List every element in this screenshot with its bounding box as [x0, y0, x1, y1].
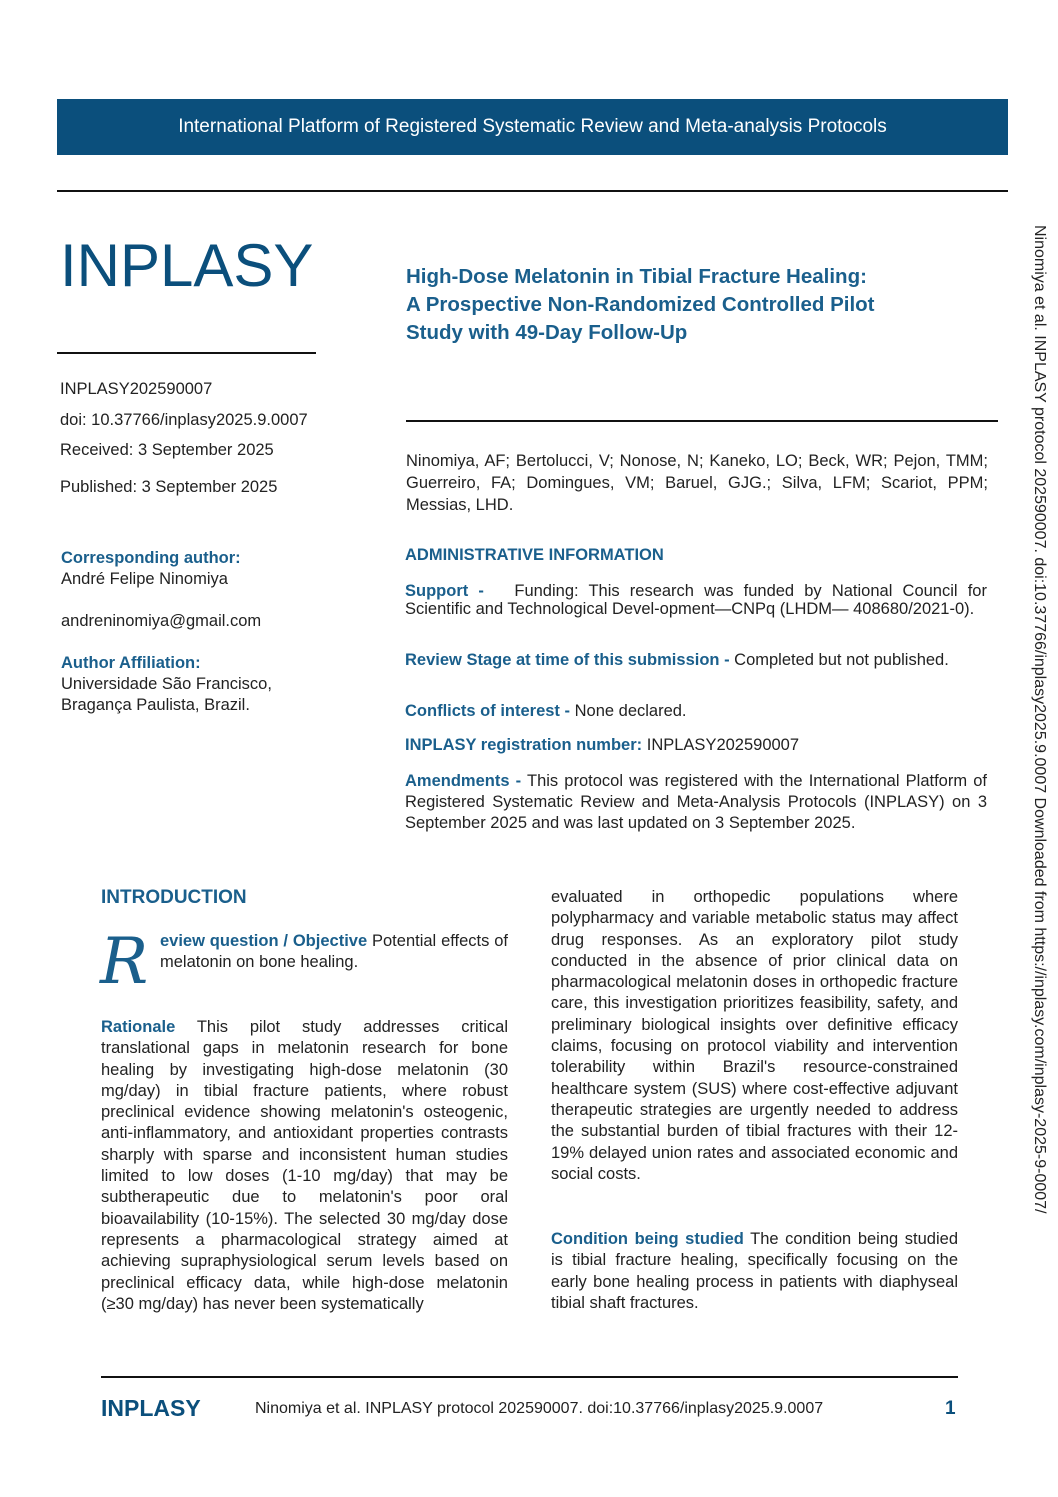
page-number: 1: [945, 1398, 956, 1419]
header-banner: [57, 99, 1008, 155]
rationale-continued: evaluated in orthopedic populations where polypharmacy and variable metabolic status may affect drug responses. As an exploratory pilot study conducted in the absence of prior clinical data on pharmacological melatonin doses in orthopedic fracture care, this investigation prioritizes feasibility, safety, and preliminary biological insights over definitive efficacy claims, focusing on protocol viability and intervention tolerability within Brazil's resource-constrained healthcare system (SUS) where cost-effective adjuvant therapeutic strategies are urgently needed to address the substantial burden of tibial fractures with their 12-19% delayed union rates and associated economic and social costs.: [551, 888, 958, 1183]
drop-cap: R: [100, 925, 149, 999]
corresponding-author-block: [61, 548, 361, 716]
registration-label: INPLASY registration number:: [405, 736, 643, 754]
affiliation-line-2: Bragança Paulista, Brazil.: [61, 696, 250, 714]
inplasy-logo: INPLASY: [60, 232, 314, 299]
corresponding-author-label: Corresponding author:: [61, 549, 241, 567]
top-divider: [57, 190, 1008, 192]
introduction-heading: INTRODUCTION: [101, 887, 247, 908]
rationale-paragraph: [101, 1017, 508, 1315]
doi: doi: 10.37766/inplasy2025.9.0007: [60, 411, 308, 429]
affiliation-label: Author Affiliation:: [61, 654, 201, 672]
admin-registration: [405, 736, 987, 754]
banner-text: International Platform of Registered Systematic Review and Meta-analysis Protocols: [178, 116, 887, 137]
title-line-2: A Prospective Non-Randomized Controlled Pilot: [406, 293, 875, 316]
review-question-label: eview question / Objective: [160, 932, 368, 950]
title-divider: [406, 420, 998, 422]
admin-conflicts: [405, 702, 987, 720]
condition-text: The condition being studied is tibial fracture healing, specifically focusing on the early bone healing process in patients with diaphyseal tibial shaft fractures.: [551, 1230, 959, 1312]
admin-heading: ADMINISTRATIVE INFORMATION: [405, 546, 664, 564]
received-date: Received: 3 September 2025: [60, 441, 274, 459]
admin-support: [405, 582, 987, 618]
condition-label: Condition being studied: [551, 1230, 744, 1248]
title-line-1: High-Dose Melatonin in Tibial Fracture Healing:: [406, 265, 867, 288]
side-citation: Ninomiya et al. INPLASY protocol 202590007. doi:10.37766/inplasy2025.9.0007 Downloaded from https://inplasy.com/inplasy-2025-9-0007/: [1031, 225, 1048, 1214]
corresponding-author-name: André Felipe Ninomiya: [61, 570, 228, 588]
rationale-label: Rationale: [101, 1018, 176, 1036]
amendments-text: This protocol was registered with the International Platform of Registered Systematic Review and Meta-Analysis Protocols (INPLASY) on 3 September 2025 and was last updated on 3 September 2025.: [405, 772, 987, 832]
support-label: Support -: [405, 582, 484, 600]
footer-logo: INPLASY: [101, 1395, 201, 1421]
corresponding-author-email: andreninomiya@gmail.com: [61, 612, 262, 630]
logo-divider: [57, 352, 316, 354]
amendments-label: Amendments -: [405, 772, 522, 790]
conflicts-text: None declared.: [574, 702, 687, 720]
review-question: [160, 931, 508, 974]
stage-label: Review Stage at time of this submission -: [405, 651, 730, 669]
review-question-text: Potential effects of melatonin on bone healing.: [160, 932, 508, 972]
footer-citation: Ninomiya et al. INPLASY protocol 202590007. doi:10.37766/inplasy2025.9.0007: [255, 1400, 824, 1417]
published-date: Published: 3 September 2025: [60, 478, 278, 496]
footer-divider: [101, 1376, 958, 1378]
conflicts-label: Conflicts of interest -: [405, 702, 571, 720]
title-line-3: Study with 49-Day Follow-Up: [406, 321, 688, 344]
protocol-id: INPLASY202590007: [60, 380, 213, 398]
article-title: [406, 263, 966, 347]
registration-number: INPLASY202590007: [646, 736, 800, 754]
admin-stage: [405, 651, 987, 669]
rationale-text: This pilot study addresses critical translational gaps in melatonin research for bone healing by investigating high-dose melatonin (30 mg/day) in tibial fracture patients, where robust preclinical evidence showing melatonin's osteogenic, anti-inflammatory, and antioxidant properties contrasts sharply with sparse and inconsistent human studies limited to low doses (1-10 mg/day) that may be subtherapeutic due to melatonin's poor oral bioavailability (10-15%). The selected 30 mg/day dose represents a pharmacological strategy aimed at achieving supraphysiological serum levels based on preclinical efficacy data, while high-dose melatonin (≥30 mg/day) has never been systematically: [101, 1018, 508, 1313]
affiliation-line-1: Universidade São Francisco,: [61, 675, 272, 693]
admin-amendments: [405, 771, 987, 834]
support-text: Funding: This research was funded by National Council for Scientific and Technological Devel-opment—CNPq (LHDM— 408680/2021-0).: [405, 582, 987, 618]
condition-paragraph: [551, 1229, 958, 1314]
author-list: Ninomiya, AF; Bertolucci, V; Nonose, N; Kaneko, LO; Beck, WR; Pejon, TMM; Guerreiro, FA; Domingues, VM; Baruel, GJG.; Silva, LFM; Scariot, PPM; Messias, LHD.: [406, 452, 988, 514]
stage-text: Completed but not published.: [734, 651, 949, 669]
